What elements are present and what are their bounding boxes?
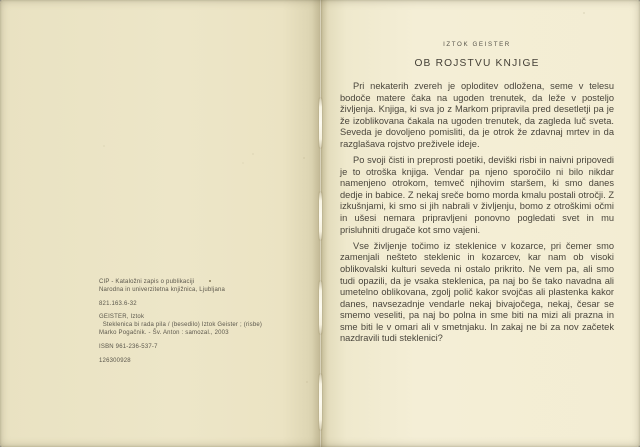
cip-udc-number: 821.163.6-32 [99,300,137,307]
binding-thread [319,374,322,430]
body-paragraph: Pri nekaterih zvereh je oploditev odložena, seme v telesu bodoče matere čaka na ugoden trenutek, da leže v posteljo življenja. Knjiga, ki sva jo z Markom pripravila pred desetletji pa je že izoblikovana čakala na ugoden trenutek, da zagleda luč sveta. Seveda je dovoljeno pomisliti, da je otrok že zdavnaj mrtev in da razglašava rojstvo preživele ideje. [340,81,614,149]
chapter-title: OB ROJSTVU KNJIGE [414,58,540,69]
binding-thread [319,192,322,240]
cip-line: Narodna in univerzitetna knjižnica, Ljubljana [99,286,226,293]
author-name: IZTOK GEISTER [443,41,511,48]
isbn-number: ISBN 961-236-537-7 [99,343,158,350]
cobiss-number: 126300928 [99,357,131,364]
body-paragraph: Po svoji čisti in preprosti poetiki, deviški risbi in naivni pripovedi je to otroška knjiga. Vendar pa njeno sporočilo ni bilo nikdar namenjeno otrokom, temveč njihovim staršem, ki smo danes dedje in babice. Z nekaj sreče bomo morda kmalu postali otročji. Z izkušnjami, ki smo si jih nabrali v življenju, bomo z otroškimi očmi in ušesi nemara pripravljeni ponovno pogledati svet in mu prisluhniti drugače kot smo vajeni. [340,155,614,235]
cip-group [99,301,289,309]
cip-group [99,279,289,295]
cip-group [99,314,289,337]
cip-author-entry: GEISTER, Iztok [99,314,145,321]
colophon [99,279,289,371]
dust-specks [209,280,211,282]
cip-imprint-entry: Marko Pogačnik. - Šv. Anton : samozal., 2003 [99,329,229,336]
cip-group [99,358,289,366]
body-text [340,81,614,350]
binding-thread [319,281,322,334]
binding-thread [319,98,322,148]
body-paragraph: Vse življenje točimo iz steklenice v kozarce, pri čemer smo zamenjali nešteto steklenic in kozarcev, kar nam ob visoki oblikovalski kulturi seveda ni ostalo prikrito. Ne vem pa, ali smo tudi opazili, da je vsaka steklenica, pa naj bo še tako navadna ali umetelno oblikovana, zgolj polič kakor svojčas ali plastenka kakor danes, navsezadnje vendarle nekaj bivajočega, nekaj, česar se smemo veseliti, pa naj bo polna in sme biti na mizi ali prazna in sme biti le v omari ali v smetnjaku. In zakaj ne bi za nov začetek nazdravili tudi steklenici? [340,240,614,344]
cip-line: CIP - Kataložni zapis o publikaciji [99,279,195,285]
cip-title-entry: Steklenica bi rada pila / (besedilo) Iztok Geister ; (risbe) [99,322,263,329]
cip-group [99,344,289,352]
